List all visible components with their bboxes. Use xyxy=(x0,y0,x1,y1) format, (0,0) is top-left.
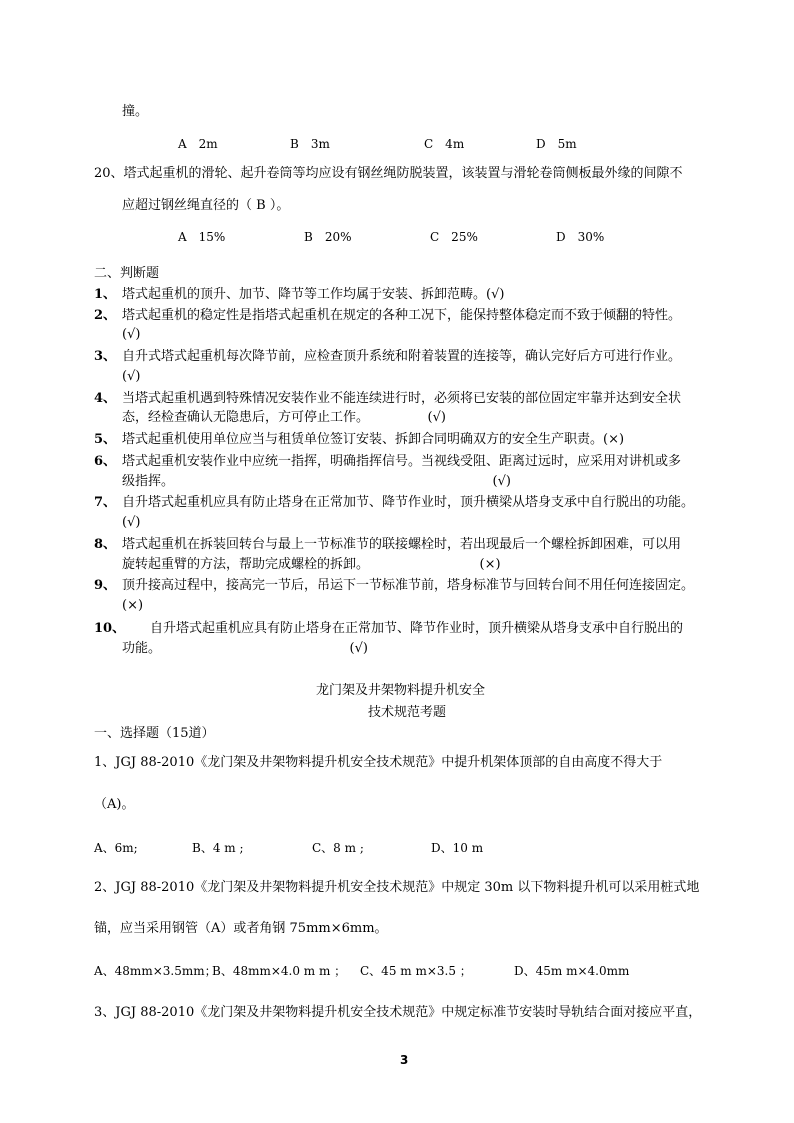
judge-item-number: 6、 xyxy=(94,454,117,469)
q20-line-1: 20、塔式起重机的滑轮、起升卷筒等均应设有钢丝绳防脱装置，该装置与滑轮卷筒侧板最外缘的间隙不 xyxy=(94,166,683,181)
judge-item-number: 7、 xyxy=(94,495,117,510)
s2-q2-option-b: B、48mm×4.0 m m ； xyxy=(212,964,347,978)
s2-q1-option-d: D、10 m xyxy=(431,841,484,855)
judge-item-text: 自升塔式起重机应具有防止塔身在正常加节、降节作业时，顶升横梁从塔身支承中自行脱出的 xyxy=(150,621,684,636)
q19-tail: 撞。 xyxy=(122,104,149,119)
judge-item-text: 功能。 (√) xyxy=(122,641,368,656)
s2-q2-option-a: A、48mm×3.5mm； xyxy=(94,964,217,978)
section-title-line-2: 技术规范考题 xyxy=(368,705,447,720)
judge-item-text: 级指挥。 (√) xyxy=(122,474,511,489)
judge-item-answer: (√) xyxy=(122,327,141,342)
s2-q1-line-1: 1、JGJ 88-2010《龙门架及井架物料提升机安全技术规范》中提升机架体顶部的自由高度不得大于 xyxy=(94,755,663,770)
judge-item-number: 9、 xyxy=(94,578,117,593)
q19-option-c: C 4m xyxy=(424,137,465,151)
judge-item-text: 塔式起重机安装作业中应统一指挥，明确指挥信号。当视线受阻、距离过远时，应采用对讲机或多 xyxy=(122,454,682,469)
judge-item-text: 态，经检查确认无隐患后，方可停止工作。 (√) xyxy=(122,410,446,425)
judge-item-number: 1、 xyxy=(94,287,117,302)
q19-option-d: D 5m xyxy=(536,137,577,151)
judge-item-number: 2、 xyxy=(94,308,117,323)
judge-item-text: 自升塔式起重机应具有防止塔身在正常加节、降节作业时，顶升横梁从塔身支承中自行脱出的功能。 xyxy=(122,495,695,510)
judge-item-answer: (√) xyxy=(122,369,141,384)
q20-line-2: 应超过钢丝绳直径的（ B ）。 xyxy=(122,198,290,213)
s2-q1-option-a: A、6m; xyxy=(94,841,138,855)
judge-item-number: 3、 xyxy=(94,349,117,364)
s2-q2-line-1: 2、JGJ 88-2010《龙门架及井架物料提升机安全技术规范》中规定 30m 以下物料提升机可以采用桩式地 xyxy=(94,880,700,895)
judge-item-number: 8、 xyxy=(94,537,117,552)
judge-item-text: 塔式起重机的稳定性是指塔式起重机在规定的各种工况下，能保持整体稳定而不致于倾翻的特性。 xyxy=(122,308,682,323)
judge-item-number: 5、 xyxy=(94,432,117,447)
s2-q1-option-b: B、4 m ; xyxy=(192,841,244,855)
judge-heading: 二、判断题 xyxy=(94,266,160,281)
q19-option-b: B 3m xyxy=(290,137,330,151)
judge-item-text: 塔式起重机在拆装回转台与最上一节标准节的联接螺栓时，若出现最后一个螺栓拆卸困难，可以用 xyxy=(122,537,682,552)
judge-item-text: 自升式塔式起重机每次降节前，应检查顶升系统和附着装置的连接等，确认完好后方可进行作业。 xyxy=(122,349,682,364)
s2-q3-line-1: 3、JGJ 88-2010《龙门架及井架物料提升机安全技术规范》中规定标准节安装时导轨结合面对接应平直， xyxy=(94,1005,702,1020)
s2-q1-line-2: （A)。 xyxy=(94,797,135,812)
judge-item-text: 顶升接高过程中，接高完一节后，吊运下一节标准节前，塔身标准节与回转台间不用任何连接固定。 xyxy=(122,578,695,593)
judge-item-answer: (×) xyxy=(122,598,144,613)
q20-option-b: B 20% xyxy=(304,230,352,244)
section-title-line-1: 龙门架及井架物料提升机安全 xyxy=(316,683,486,698)
choice-heading: 一、选择题（15道） xyxy=(94,726,215,741)
judge-item-answer: (√) xyxy=(122,515,141,530)
s2-q1-option-c: C、8 m ; xyxy=(312,841,364,855)
judge-item-text: 塔式起重机的顶升、加节、降节等工作均属于安装、拆卸范畴。(√) xyxy=(122,287,505,302)
q19-option-a: A 2m xyxy=(178,137,218,151)
s2-q2-option-d: D、45m m×4.0mm xyxy=(514,964,630,978)
q20-option-a: A 15% xyxy=(178,230,226,244)
q20-option-c: C 25% xyxy=(430,230,478,244)
judge-item-text: 旋转起重臂的方法，帮助完成螺栓的拆卸。 (×) xyxy=(122,557,501,572)
q20-option-d: D 30% xyxy=(556,230,605,244)
s2-q2-line-2: 锚，应当采用钢管（A）或者角钢 75mm×6mm。 xyxy=(94,921,388,936)
judge-item-number: 4、 xyxy=(94,391,117,406)
page-number: 3 xyxy=(400,1053,409,1067)
judge-item-number: 10、 xyxy=(94,621,126,636)
s2-q2-option-c: C、45 m m×3.5 ； xyxy=(360,964,472,978)
judge-item-text: 塔式起重机使用单位应当与租赁单位签订安装、拆卸合同明确双方的安全生产职责。(×) xyxy=(122,432,625,447)
judge-item-text: 当塔式起重机遇到特殊情况安装作业不能连续进行时，必须将已安装的部位固定牢靠并达到安全状 xyxy=(122,391,682,406)
